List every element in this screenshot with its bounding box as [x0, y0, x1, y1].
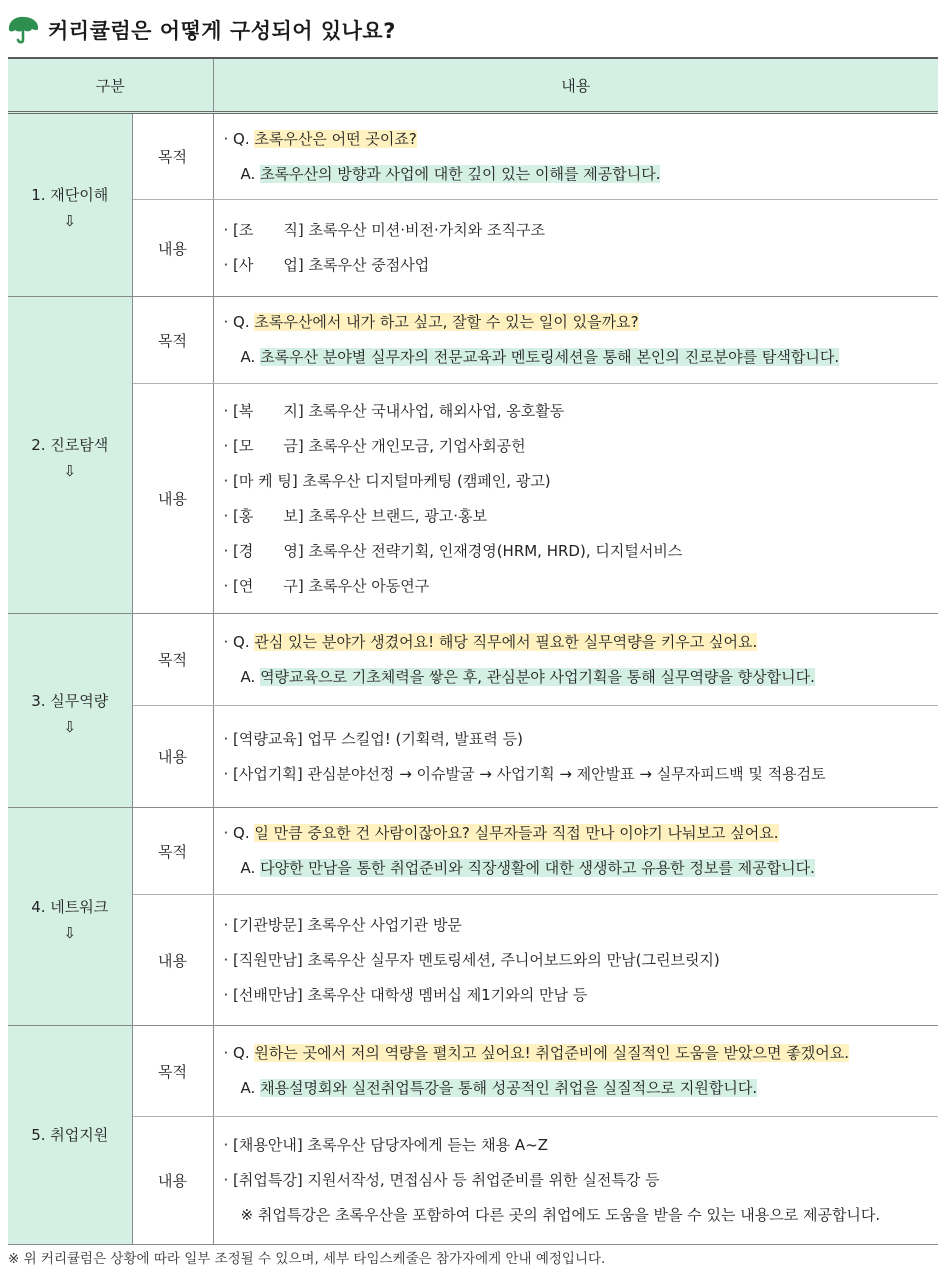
list-item: · [마 케 팅] 초록우산 디지털마케팅 (캠페인, 광고): [223, 471, 551, 490]
list-item: · [직원만남] 초록우산 실무자 멘토링세션, 주니어보드와의 만남(그린브릿지): [223, 950, 720, 969]
section-3-content-row: [8, 706, 938, 808]
content-items: [213, 384, 938, 614]
section-4-purpose-row: [8, 808, 938, 895]
section-2-name: 2. 진로탐색: [31, 436, 109, 454]
section-4-cell: [8, 808, 132, 1026]
purpose-label: 목적: [132, 614, 213, 706]
list-item: · [경 영] 초록우산 전략기획, 인재경영(HRM, HRD), 디지털서비스: [223, 541, 683, 560]
content-items: [213, 1117, 938, 1245]
purpose-content: [213, 614, 938, 706]
tree-icon: [6, 15, 40, 45]
section-5-content-row: [8, 1117, 938, 1245]
down-arrow-icon: ⇩: [63, 212, 77, 230]
page-title: 커리큘럼은 어떻게 구성되어 있나요?: [48, 19, 396, 43]
list-item: · [채용안내] 초록우산 담당자에게 듣는 채용 A~Z: [223, 1136, 549, 1154]
answer-prefix: A.: [240, 1079, 261, 1097]
section-1-content-row: [8, 200, 938, 297]
section-5-cell: [8, 1026, 132, 1245]
list-item: · [조 직] 초록우산 미션·비전·가치와 조직구조: [223, 221, 545, 239]
list-item: · [사업기획] 관심분야선정 → 이슈발굴 → 사업기획 → 제안발표 → 실무자피드백 및 적용검토: [223, 764, 826, 783]
section-2-cell: [8, 297, 132, 614]
header-category: 구분: [8, 58, 213, 113]
content-items: [213, 200, 938, 297]
section-2-purpose-row: [8, 297, 938, 384]
header-content: 내용: [213, 58, 938, 113]
answer-prefix: A.: [240, 859, 261, 877]
section-1-name: 1. 재단이해: [31, 186, 109, 204]
list-item: · [연 구] 초록우산 아동연구: [223, 576, 430, 595]
answer-prefix: A.: [240, 164, 261, 183]
answer-text: 채용설명회와 실전취업특강을 통해 성공적인 취업을 실질적으로 지원합니다.: [260, 1079, 758, 1097]
purpose-label: 목적: [132, 297, 213, 384]
purpose-label: 목적: [132, 113, 213, 200]
section-4-name: 4. 네트워크: [31, 897, 109, 916]
list-item: · [사 업] 초록우산 중점사업: [223, 256, 430, 274]
question-prefix: · Q.: [223, 824, 255, 842]
section-4-content-row: [8, 895, 938, 1026]
down-arrow-icon: ⇩: [63, 462, 77, 480]
content-items: [213, 895, 938, 1026]
question-text: 초록우산은 어떤 곳이죠?: [254, 129, 417, 148]
purpose-label: 목적: [132, 1026, 213, 1117]
section-3-purpose-row: [8, 614, 938, 706]
content-label: 내용: [132, 895, 213, 1026]
answer-text: 역량교육으로 기초체력을 쌓은 후, 관심분야 사업기획을 통해 실무역량을 향상합니다.: [260, 667, 815, 686]
down-arrow-icon: ⇩: [63, 717, 77, 736]
content-label: 내용: [132, 384, 213, 614]
note-text: ※ 취업특강은 초록우산을 포함하여 다른 곳의 취업에도 도움을 받을 수 있는 내용으로 제공합니다.: [240, 1206, 881, 1224]
section-3-name: 3. 실무역량: [31, 691, 109, 710]
question-text: 관심 있는 분야가 생겼어요! 해당 직무에서 필요한 실무역량을 키우고 싶어요.: [254, 632, 758, 651]
question-text: 원하는 곳에서 저의 역량을 펼치고 싶어요! 취업준비에 실질적인 도움을 받았으면 좋겠어요.: [254, 1044, 850, 1062]
section-5-name: 5. 취업지원: [31, 1126, 109, 1144]
list-item: · [모 금] 초록우산 개인모금, 기업사회공헌: [223, 436, 526, 455]
purpose-label: 목적: [132, 808, 213, 895]
question-prefix: · Q.: [223, 129, 255, 148]
question-text: 일 만큼 중요한 건 사람이잖아요? 실무자들과 직접 만나 이야기 나눠보고 싶어요.: [254, 824, 779, 842]
section-1-cell: [8, 113, 132, 297]
section-3-cell: [8, 614, 132, 808]
down-arrow-icon: ⇩: [63, 923, 77, 942]
answer-prefix: A.: [240, 667, 261, 686]
content-items: [213, 706, 938, 808]
purpose-content: [213, 1026, 938, 1117]
answer-text: 초록우산 분야별 실무자의 전문교육과 멘토링세션을 통해 본인의 진로분야를 탐색합니다.: [260, 348, 840, 366]
list-item: · [복 지] 초록우산 국내사업, 해외사업, 옹호활동: [223, 401, 565, 420]
content-label: 내용: [132, 200, 213, 297]
question-text: 초록우산에서 내가 하고 싶고, 잘할 수 있는 일이 있을까요?: [254, 313, 639, 331]
purpose-content: [213, 808, 938, 895]
footnote: ※ 위 커리큘럼은 상황에 따라 일부 조정될 수 있으며, 세부 타임스케줄은 참가자에게 안내 예정입니다.: [8, 1251, 606, 1267]
purpose-content: [213, 113, 938, 200]
list-item: · [역량교육] 업무 스킬업! (기획력, 발표력 등): [223, 729, 523, 748]
question-prefix: · Q.: [223, 1044, 255, 1062]
content-label: 내용: [132, 706, 213, 808]
page-title-row: [6, 10, 396, 50]
section-1-purpose-row: [8, 113, 938, 200]
list-item: · [기관방문] 초록우산 사업기관 방문: [223, 915, 462, 934]
question-prefix: · Q.: [223, 632, 255, 651]
content-label: 내용: [132, 1117, 213, 1245]
answer-text: 초록우산의 방향과 사업에 대한 깊이 있는 이해를 제공합니다.: [260, 164, 661, 183]
section-2-content-row: [8, 384, 938, 614]
list-item: · [홍 보] 초록우산 브랜드, 광고·홍보: [223, 506, 487, 525]
answer-prefix: A.: [240, 348, 261, 366]
table-header-row: [8, 58, 938, 113]
purpose-content: [213, 297, 938, 384]
list-item: · [취업특강] 지원서작성, 면접심사 등 취업준비를 위한 실전특강 등: [223, 1171, 660, 1189]
question-prefix: · Q.: [223, 313, 255, 331]
curriculum-table: [8, 57, 938, 1245]
section-5-purpose-row: [8, 1026, 938, 1117]
list-item: · [선배만남] 초록우산 대학생 멤버십 제1기와의 만남 등: [223, 985, 588, 1004]
answer-text: 다양한 만남을 통한 취업준비와 직장생활에 대한 생생하고 유용한 정보를 제공합니다.: [260, 859, 815, 877]
